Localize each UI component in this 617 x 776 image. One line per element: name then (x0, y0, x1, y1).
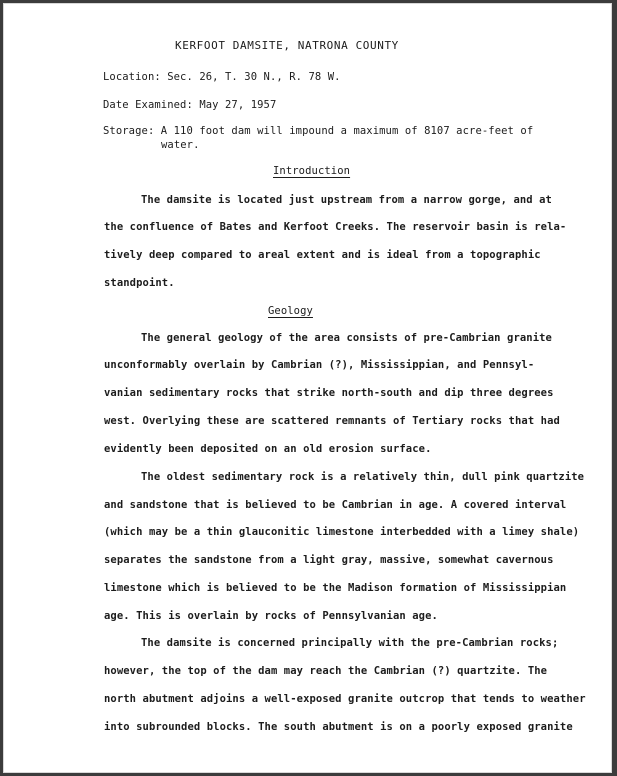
location-label: Location: (103, 71, 161, 83)
geology-p1-line-3: vanian sedimentary rocks that strike north-south and dip three degrees (104, 387, 554, 399)
document-title: KERFOOT DAMSITE, NATRONA COUNTY (175, 39, 399, 52)
geology-heading: Geology (268, 305, 313, 317)
introduction-line-2: the confluence of Bates and Kerfoot Creeks. The reservoir basin is rela- (104, 221, 567, 233)
geology-p2-line-6: age. This is overlain by rocks of Pennsylvanian age. (104, 610, 438, 622)
date-examined-value: May 27, 1957 (199, 99, 277, 111)
geology-p2-line-2: and sandstone that is believed to be Cambrian in age. A covered interval (104, 499, 567, 511)
location-line (103, 71, 341, 83)
storage-text-2: water. (161, 139, 200, 151)
geology-p3-line-2: however, the top of the dam may reach the Cambrian (?) quartzite. The (104, 665, 548, 677)
storage-text-1: A 110 foot dam will impound a maximum of 8107 acre-feet of (160, 125, 534, 137)
geology-p3-line-1: The damsite is concerned principally with the pre-Cambrian rocks; (141, 637, 559, 649)
geology-p2-line-4: separates the sandstone from a light gray, massive, somewhat cavernous (104, 554, 554, 566)
geology-p1-line-2: unconformably overlain by Cambrian (?), Mississippian, and Pennsyl- (104, 359, 535, 371)
introduction-line-1: The damsite is located just upstream from a narrow gorge, and at (141, 194, 552, 206)
introduction-line-3: tively deep compared to areal extent and is ideal from a topographic (104, 249, 541, 261)
geology-p1-line-4: west. Overlying these are scattered remnants of Tertiary rocks that had (104, 415, 560, 427)
introduction-heading: Introduction (273, 165, 351, 177)
location-value: Sec. 26, T. 30 N., R. 78 W. (167, 71, 341, 83)
geology-p1-line-5: evidently been deposited on an old erosion surface. (104, 443, 432, 455)
geology-p3-line-4: into subrounded blocks. The south abutment is on a poorly exposed granite (104, 721, 573, 733)
introduction-line-4: standpoint. (104, 277, 175, 289)
document-page (3, 3, 612, 773)
storage-line-1 (103, 125, 533, 137)
storage-label: Storage: (103, 125, 155, 137)
geology-p3-line-3: north abutment adjoins a well-exposed granite outcrop that tends to weather (104, 693, 586, 705)
geology-p2-line-5: limestone which is believed to be the Madison formation of Mississippian (104, 582, 567, 594)
geology-p1-line-1: The general geology of the area consists of pre-Cambrian granite (141, 332, 552, 344)
geology-p2-line-3: (which may be a thin glauconitic limestone interbedded with a limey shale) (104, 526, 580, 538)
date-examined-line (103, 99, 276, 111)
date-examined-label: Date Examined: (103, 99, 193, 111)
geology-p2-line-1: The oldest sedimentary rock is a relatively thin, dull pink quartzite (141, 471, 585, 483)
